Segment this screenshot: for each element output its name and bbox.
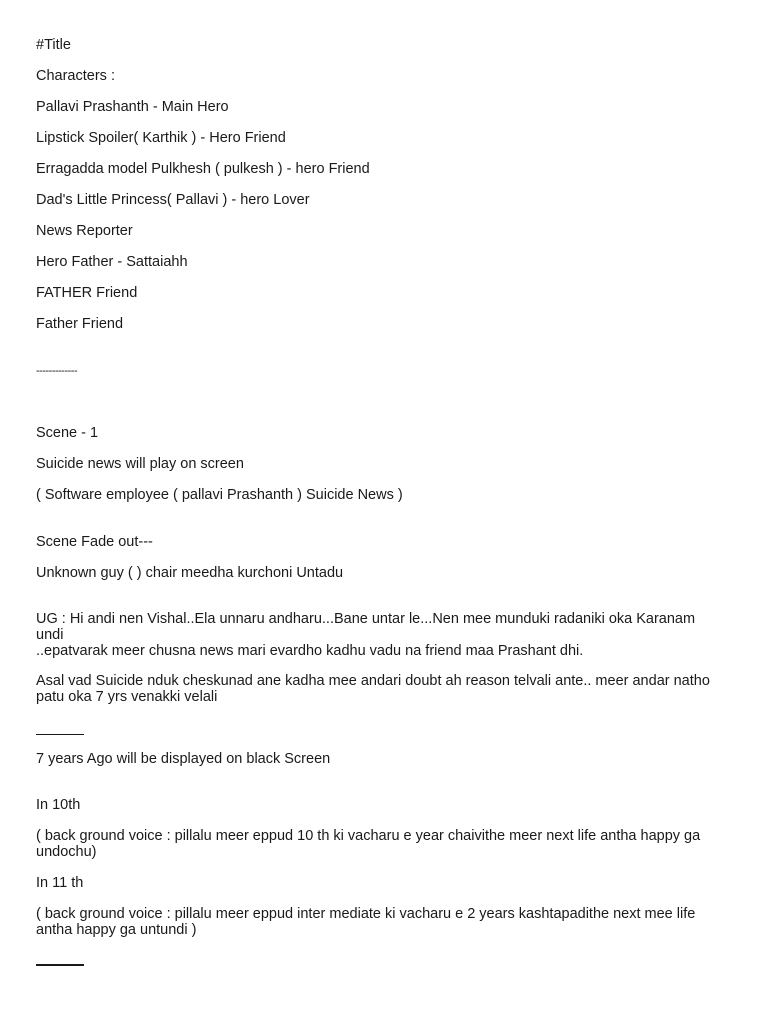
character-item: Hero Father - Sattaiahh [36, 254, 188, 270]
scene-line: ( Software employee ( pallavi Prashanth ) Suicide News ) [36, 487, 403, 503]
scene-heading: Scene - 1 [36, 425, 99, 441]
horizontal-rule [36, 964, 84, 966]
voice-line: antha happy ga untundi ) [36, 922, 197, 938]
voice-paragraph [36, 906, 736, 938]
characters-heading: Characters : [36, 68, 115, 84]
dialogue-line: ..epatvarak meer chusna news mari evardho kadhu vadu na friend maa Prashant dhi. [36, 643, 584, 659]
document-title: #Title [36, 37, 71, 53]
dialogue-line: patu oka 7 yrs venakki velali [36, 689, 218, 705]
character-item: Lipstick Spoiler( Karthik ) - Hero Friend [36, 130, 286, 146]
character-item: News Reporter [36, 223, 133, 239]
flashback-heading: In 11 th [36, 875, 84, 891]
voice-line: ( back ground voice : pillalu meer eppud inter mediate ki vacharu e 2 years kashtapadithe next mee life [36, 906, 696, 922]
voice-paragraph [36, 828, 736, 860]
title-card-line: 7 years Ago will be displayed on black Screen [36, 751, 331, 767]
dialogue-paragraph [36, 673, 736, 705]
flashback-heading: In 10th [36, 797, 81, 813]
dialogue-line: Asal vad Suicide nduk cheskunad ane kadha mee andari doubt ah reason telvali ante.. meer andar natho [36, 673, 710, 689]
dash-divider: ------------- [36, 365, 78, 377]
voice-line: ( back ground voice : pillalu meer eppud 10 th ki vacharu e year chaivithe meer next life antha happy ga [36, 828, 701, 844]
scene-line: Suicide news will play on screen [36, 456, 244, 472]
dialogue-line: undi [36, 627, 64, 643]
dialogue-line: UG : Hi andi nen Vishal..Ela unnaru andharu...Bane untar le...Nen mee munduki radaniki oka Karanam [36, 611, 696, 627]
character-item: Pallavi Prashanth - Main Hero [36, 99, 229, 115]
character-item: Father Friend [36, 316, 124, 332]
dialogue-paragraph [36, 611, 736, 659]
voice-line: undochu) [36, 844, 97, 860]
character-item: FATHER Friend [36, 285, 138, 301]
character-item: Dad's Little Princess( Pallavi ) - hero Lover [36, 192, 310, 208]
character-item: Erragadda model Pulkhesh ( pulkesh ) - hero Friend [36, 161, 370, 177]
scene-fade: Scene Fade out--- [36, 534, 153, 550]
scene-line: Unknown guy ( ) chair meedha kurchoni Untadu [36, 565, 344, 581]
horizontal-rule [36, 734, 84, 735]
